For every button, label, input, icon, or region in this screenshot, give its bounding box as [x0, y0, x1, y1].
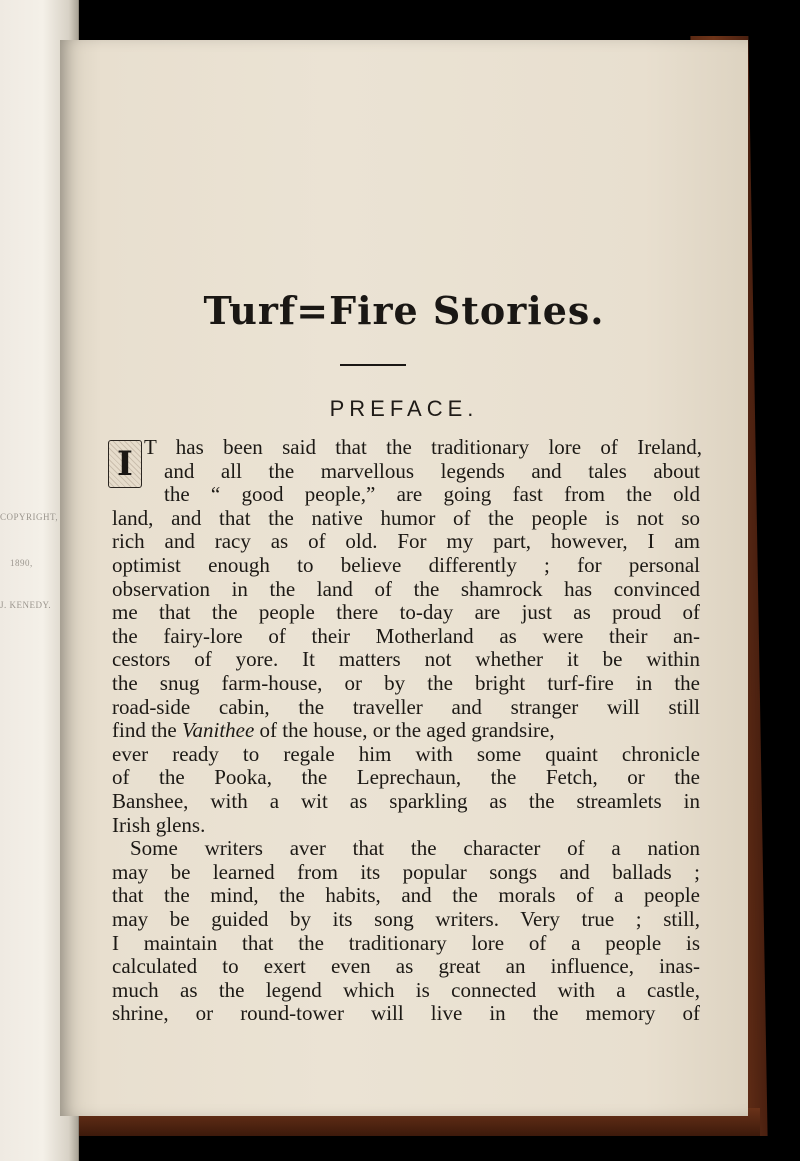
book-page: [60, 40, 748, 1116]
drop-cap-letter: I: [117, 444, 133, 484]
text-line: observation in the land of the shamrock has convinced: [112, 576, 700, 601]
text-line: of the Pooka, the Leprechaun, the Fetch, or the: [112, 765, 700, 790]
text-line: calculated to exert even as great an influence, inas-: [112, 954, 700, 979]
text-line: ever ready to regale him with some quaint chronicle: [112, 741, 700, 766]
copyright-line-1: COPYRIGHT,: [0, 512, 59, 522]
text-line: much as the legend which is connected with a castle,: [112, 977, 700, 1002]
text-line: I maintain that the traditionary lore of a people is: [112, 930, 700, 955]
text-line: may be guided by its song writers. Very true ; still,: [112, 907, 700, 931]
text-line: the fairy-lore of their Motherland as were their an-: [112, 623, 700, 648]
text-line: rich and racy as of old. For my part, however, I am: [112, 529, 700, 554]
text-line: Irish glens.: [112, 812, 206, 837]
title-divider: [340, 364, 406, 366]
text-line: [112, 719, 700, 743]
text-line: me that the people there to-day are just as proud of: [112, 600, 700, 625]
text-line: the “ good people,” are going fast from the old: [164, 482, 700, 507]
text-line-start: find the: [112, 718, 177, 743]
text-line: shrine, or round-tower will live in the memory of: [112, 1001, 700, 1026]
text-line: the snug farm-house, or by the bright turf-fire in the: [112, 671, 700, 695]
text-line: Some writers aver that the character of a nation: [130, 836, 700, 861]
text-line: cestors of yore. It matters not whether it be within: [112, 647, 700, 672]
text-line: land, and that the native humor of the people is not so: [112, 505, 700, 530]
text-line: T has been said that the traditionary lore of Ireland,: [144, 435, 702, 459]
copyright-line-2: 1890,: [10, 558, 33, 568]
copyright-line-3: J. KENEDY.: [0, 600, 52, 610]
text-line: road-side cabin, the traveller and stranger will still: [112, 694, 700, 719]
text-line: and all the marvellous legends and tales about: [164, 458, 700, 483]
text-line: may be learned from its popular songs and ballads ;: [112, 859, 700, 884]
text-line: Banshee, with a wit as sparkling as the streamlets in: [112, 789, 700, 813]
ornamental-drop-cap: [108, 440, 142, 488]
page-title: Turf=Fire Stories.: [203, 288, 605, 333]
text-line: that the mind, the habits, and the morals of a people: [112, 883, 700, 908]
text-line-end: of the house, or the aged grandsire,: [259, 718, 555, 743]
section-heading: PREFACE.: [329, 396, 479, 421]
text-line: optimist enough to believe differently ; for personal: [112, 553, 700, 577]
italic-word: Vanithee: [181, 718, 255, 743]
